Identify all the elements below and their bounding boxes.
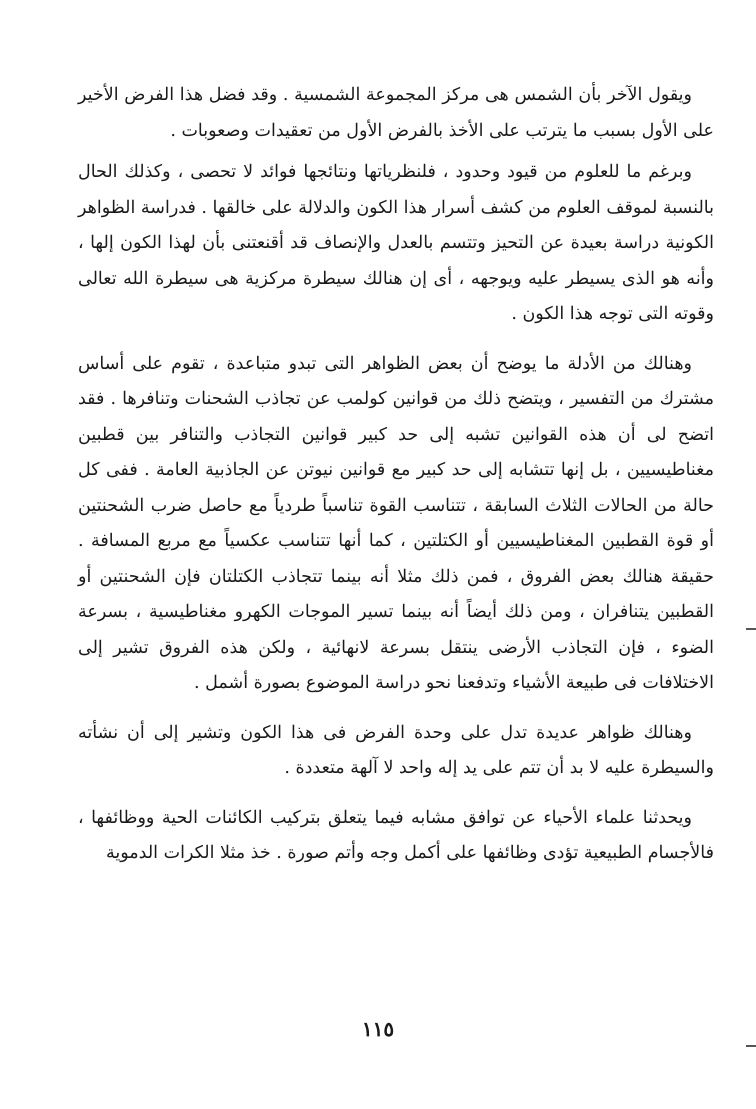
paragraph-1: ويقول الآخر بأن الشمس هى مركز المجموعة الشمسية . وقد فضل هذا الفرض الأخير على الأول بسبب ما يترتب على الأخذ بالفرض الأول من تعقيدات وصعوبات . bbox=[78, 85, 714, 141]
paragraph-2: وبرغم ما للعلوم من قيود وحدود ، فلنظرياتها ونتائجها فوائد لا تحصى ، وكذلك الحال بالنسبة لموقف العلوم من كشف أسرار هذا الكون والدلالة على خالقها . فدراسة الظواهر الكونية دراسة بعيدة عن التحيز وتتسم بالعدل والإنصاف قد أقنعتنى بأن لهذا الكون إلها ، وأنه هو الذى يسيطر عليه ويوجهه ، أى إن هنالك سيطرة مركزية هى سيطرة الله تعالى وقوته التى توجه هذا الكون . bbox=[78, 162, 714, 324]
paragraph-4: وهنالك ظواهر عديدة تدل على وحدة الفرض فى هذا الكون وتشير إلى أن نشأته والسيطرة عليه لا بد أن تتم على يد إله واحد لا آلهة متعددة . bbox=[78, 722, 714, 778]
page-body bbox=[78, 78, 714, 886]
page-number: ١١٥ bbox=[361, 1017, 395, 1041]
margin-mark bbox=[746, 1045, 756, 1047]
paragraph-3: وهنالك من الأدلة ما يوضح أن بعض الظواهر التى تبدو متباعدة ، تقوم على أساس مشترك من التفسير ، ويتضح ذلك من قوانين كولمب عن تجاذب الشحنات وتنافرها . فقد اتضح لى أن هذه القوانين تشبه إلى حد كبير قوانين التجاذب والتنافر بين قطبين مغناطيسيين ، بل إنها تتشابه إلى حد كبير مع قوانين نيوتن عن الجاذبية العامة . ففى كل حالة من الحالات الثلاث السابقة ، تتناسب القوة تناسباً طردياً مع حاصل ضرب الشحنتين أو قوة القطبين المغناطيسيين أو الكتلتين ، كما أنها تتناسب عكسياً مع مربع المسافة . حقيقة هنالك بعض الفروق ، فمن ذلك مثلا أنه بينما تتجاذب الكتلتان فإن الشحنتين أو القطبين يتنافران ، ومن ذلك أيضاً أنه بينما تسير الموجات الكهرو مغناطيسية ، بسرعة الضوء ، فإن التجاذب الأرضى ينتقل بسرعة لانهائية ، ولكن هذه الفروق تشير إلى الاختلافات فى طبيعة الأشياء وتدفعنا نحو دراسة الموضوع بصورة أشمل . bbox=[78, 353, 714, 693]
margin-mark bbox=[746, 628, 756, 630]
paragraph-5: ويحدثنا علماء الأحياء عن توافق مشابه فيما يتعلق بتركيب الكائنات الحية ووظائفها ، فالأجسام الطبيعية تؤدى وظائفها على أكمل وجه وأتم صورة . خذ مثلا الكرات الدموية bbox=[78, 807, 714, 863]
